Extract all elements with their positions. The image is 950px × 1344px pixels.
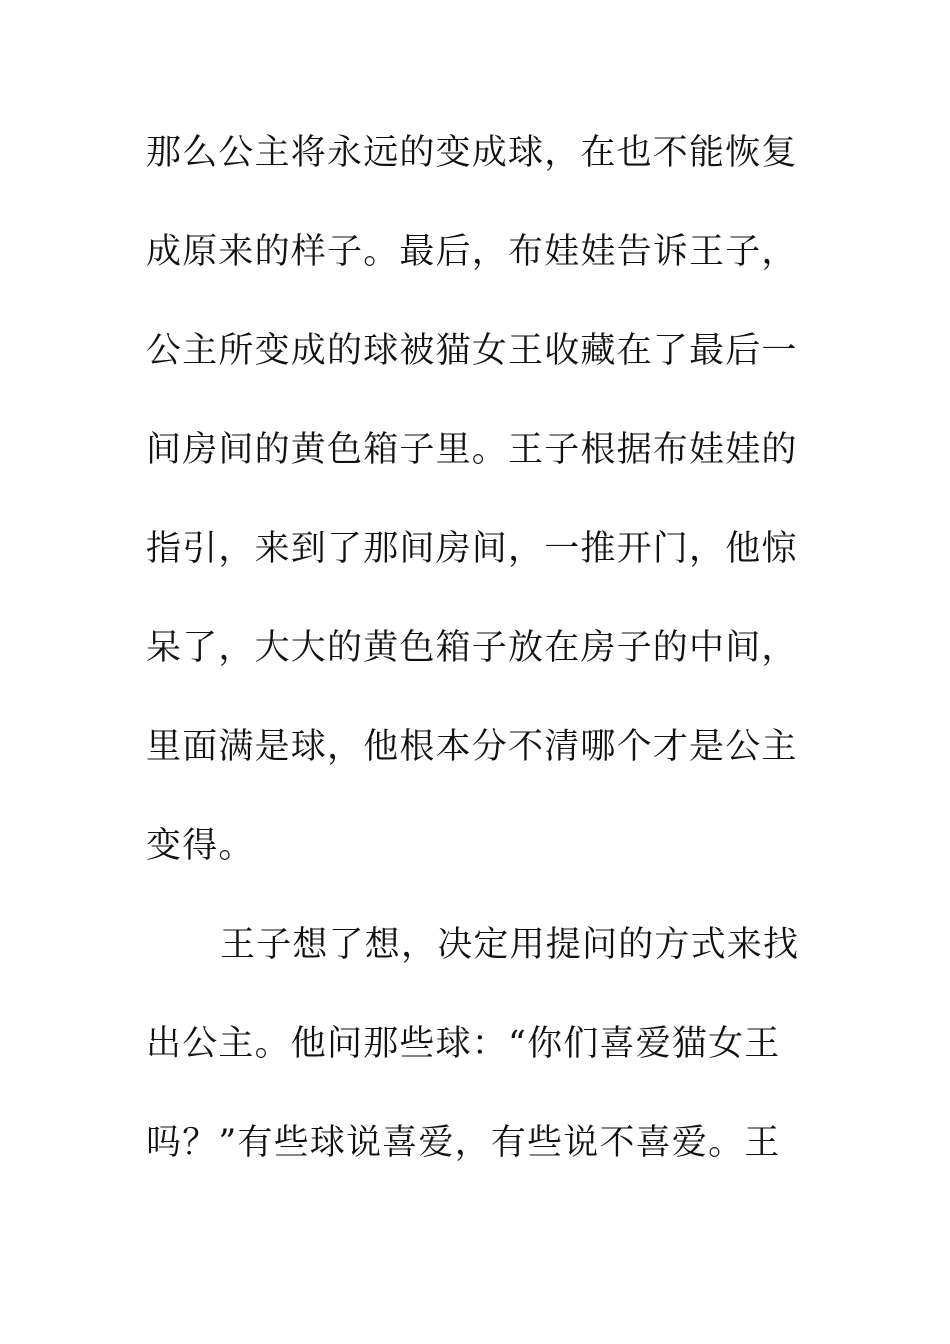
text-line-2: 成原来的样子。最后，布娃娃告诉王子， <box>146 232 798 272</box>
text-line-4: 间房间的黄色箱子里。王子根据布娃娃的 <box>146 430 798 470</box>
text-line-3: 公主所变成的球被猫女王收藏在了最后一 <box>146 331 798 371</box>
text-line-1: 那么公主将永远的变成球，在也不能恢复 <box>146 133 798 173</box>
text-line-11: 吗？”有些球说喜爱，有些说不喜爱。王 <box>146 1123 781 1163</box>
text-line-8: 变得。 <box>146 826 255 866</box>
story-text <box>146 126 810 1215</box>
text-line-5: 指引，来到了那间房间，一推开门，他惊 <box>146 529 798 569</box>
text-line-10: 出公主。他问那些球：“你们喜爱猫女王 <box>146 1024 781 1064</box>
text-line-9: 王子想了想，决定用提问的方式来找 <box>220 925 800 965</box>
text-line-6: 呆了，大大的黄色箱子放在房子的中间， <box>146 628 798 668</box>
text-line-7: 里面满是球，他根本分不清哪个才是公主 <box>146 727 798 767</box>
